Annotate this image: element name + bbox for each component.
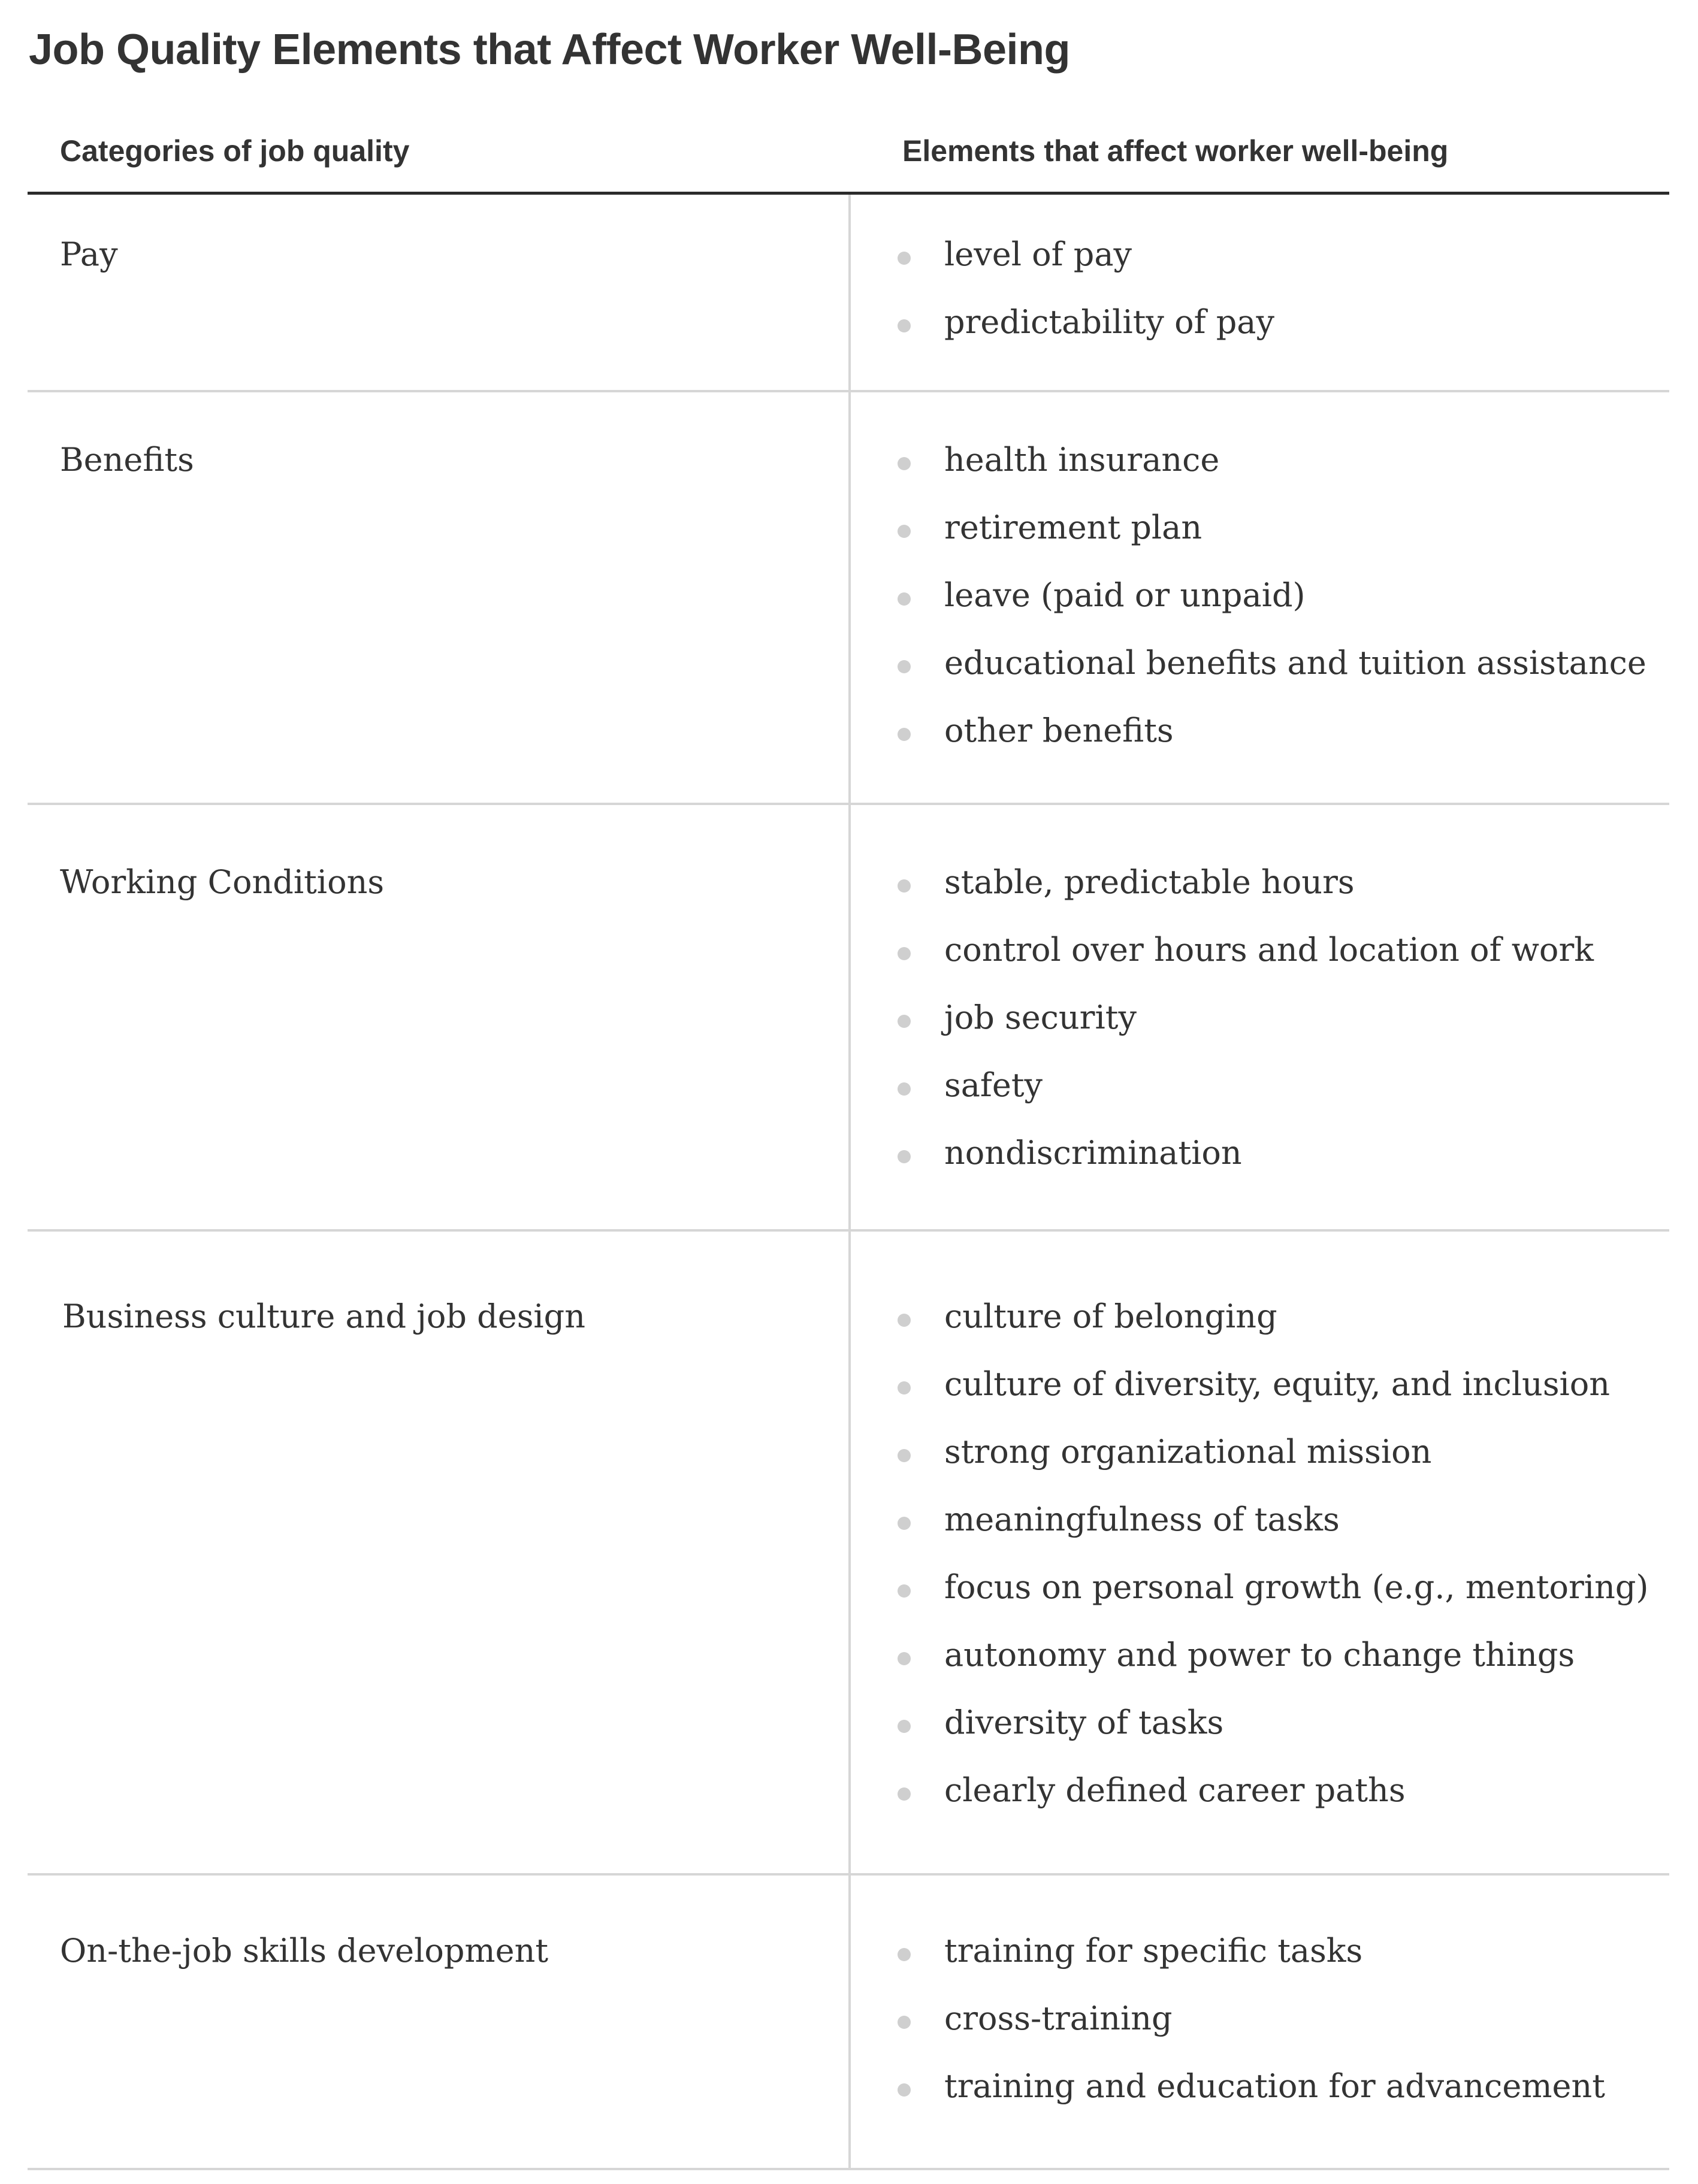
- bullet-icon: [898, 1381, 911, 1395]
- bullet-icon: [898, 457, 911, 470]
- column-header-elements: Elements that affect worker well-being: [902, 134, 1449, 168]
- list-item-text: retirement plan: [944, 509, 1203, 546]
- list-item-text: autonomy and power to change things: [944, 1636, 1575, 1674]
- list-item-text: training for specific tasks: [944, 1932, 1363, 1970]
- row-divider: [28, 1229, 1669, 1232]
- bullet-icon: [898, 1449, 911, 1462]
- list-item-text: nondiscrimination: [944, 1134, 1242, 1172]
- list-item-text: strong organizational mission: [944, 1433, 1432, 1471]
- bullet-icon: [898, 252, 911, 265]
- bullet-icon: [898, 1015, 911, 1028]
- list-item-text: meaningfulness of tasks: [944, 1501, 1340, 1538]
- bullet-icon: [898, 2016, 911, 2029]
- list-item-text: stable, predictable hours: [944, 863, 1355, 901]
- bullet-icon: [898, 1517, 911, 1530]
- bullet-icon: [898, 1082, 911, 1096]
- list-item-text: clearly defined career paths: [944, 1771, 1406, 1809]
- column-header-categories: Categories of job quality: [60, 134, 410, 168]
- row-divider: [28, 390, 1669, 392]
- list-item-text: health insurance: [944, 441, 1220, 479]
- list-item-text: job security: [944, 999, 1137, 1036]
- category-cell: Pay: [60, 235, 118, 273]
- list-item-text: culture of belonging: [944, 1297, 1277, 1335]
- list-item-text: focus on personal growth (e.g., mentoring): [944, 1568, 1649, 1606]
- list-item-text: level of pay: [944, 235, 1132, 273]
- bullet-icon: [898, 879, 911, 893]
- category-cell: Working Conditions: [60, 863, 385, 901]
- bullet-icon: [898, 1150, 911, 1163]
- list-item-text: predictability of pay: [944, 303, 1274, 341]
- list-item-text: cross-training: [944, 2000, 1173, 2037]
- row-divider: [28, 803, 1669, 805]
- bullet-icon: [898, 728, 911, 741]
- category-cell: Business culture and job design: [62, 1297, 586, 1335]
- list-item-text: culture of diversity, equity, and inclusion: [944, 1365, 1611, 1403]
- bullet-icon: [898, 1652, 911, 1665]
- bullet-icon: [898, 1584, 911, 1598]
- bullet-icon: [898, 1314, 911, 1327]
- bullet-icon: [898, 2083, 911, 2097]
- list-item-text: other benefits: [944, 712, 1174, 749]
- list-item-text: safety: [944, 1066, 1043, 1104]
- bullet-icon: [898, 1720, 911, 1733]
- category-cell: On-the-job skills development: [60, 1932, 549, 1970]
- bullet-icon: [898, 660, 911, 673]
- list-item-text: leave (paid or unpaid): [944, 576, 1306, 614]
- list-item-text: educational benefits and tuition assistance: [944, 644, 1646, 682]
- list-item-text: diversity of tasks: [944, 1704, 1224, 1741]
- page-title: Job Quality Elements that Affect Worker Well-Being: [29, 26, 1070, 74]
- row-divider: [28, 1873, 1669, 1876]
- list-item-text: training and education for advancement: [944, 2067, 1605, 2105]
- list-item-text: control over hours and location of work: [944, 931, 1594, 969]
- bullet-icon: [898, 947, 911, 960]
- bullet-icon: [898, 525, 911, 538]
- row-divider: [28, 2168, 1669, 2170]
- bullet-icon: [898, 1787, 911, 1801]
- category-cell: Benefits: [60, 441, 194, 479]
- bullet-icon: [898, 1948, 911, 1961]
- bullet-icon: [898, 319, 911, 332]
- bullet-icon: [898, 592, 911, 606]
